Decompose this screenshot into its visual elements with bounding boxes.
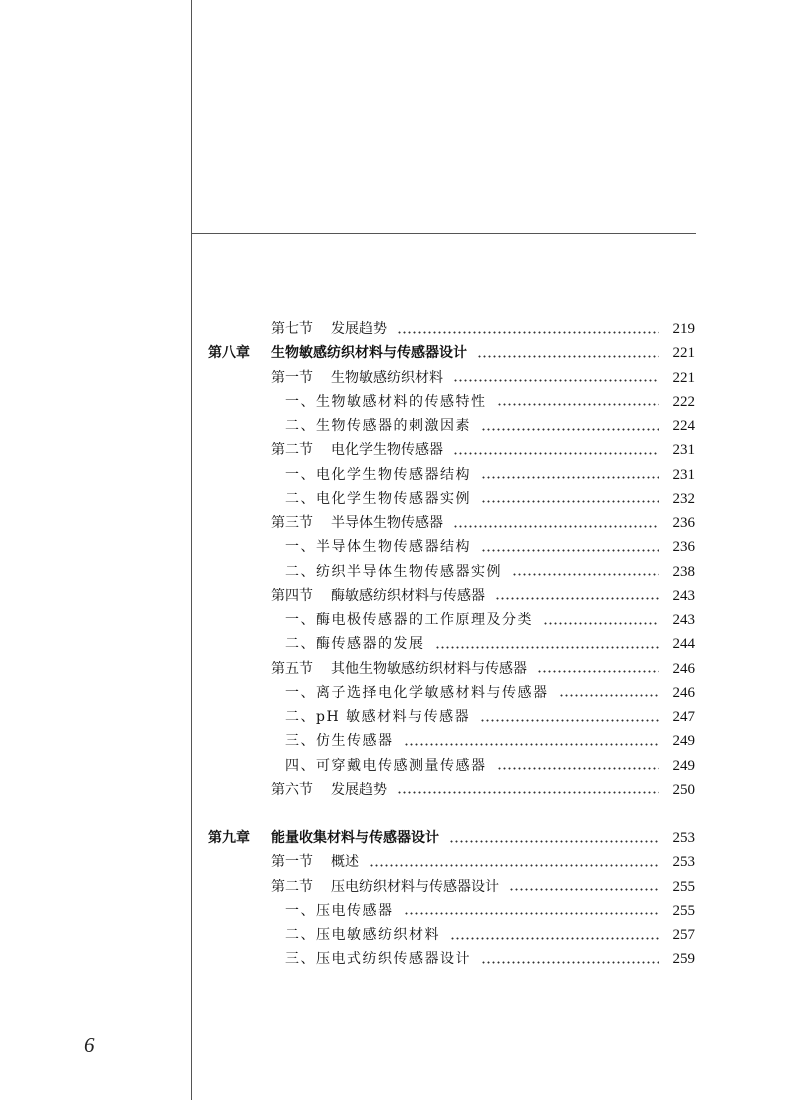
toc-entry-number: 第一节	[271, 854, 313, 871]
toc-entry-page: 222	[672, 393, 695, 410]
toc-entry-section[interactable]	[271, 779, 695, 801]
dot-leader	[404, 743, 660, 746]
toc-entry-title: 能量收集材料与传感器设计	[271, 830, 439, 846]
toc-entry-item[interactable]	[285, 924, 695, 946]
toc-entry-number: 第九章	[208, 830, 250, 846]
toc-entry-number: 第七节	[271, 321, 313, 337]
toc-entry-page: 257	[672, 927, 695, 943]
toc-entry-title: 压电纺织材料与传感器设计	[331, 878, 499, 895]
toc-entry-item[interactable]	[285, 415, 695, 437]
toc-entry-page: 244	[672, 636, 695, 653]
toc-entry-page: 259	[672, 951, 695, 968]
toc-entry-chapter[interactable]	[208, 827, 695, 849]
toc-entry-title: 电化学生物传感器	[331, 442, 443, 459]
toc-entry-item[interactable]	[285, 561, 695, 583]
toc-entry-section[interactable]	[271, 876, 695, 898]
toc-entry-page: 219	[672, 321, 695, 337]
dot-leader	[481, 476, 659, 479]
toc-entry-page: 255	[672, 878, 695, 895]
toc-entry-item[interactable]	[285, 536, 695, 558]
dot-leader	[477, 355, 659, 358]
toc-entry-section[interactable]	[271, 658, 695, 680]
toc-entry-page: 246	[672, 684, 695, 701]
toc-entry-title: 酶敏感纺织材料与传感器	[331, 587, 485, 604]
toc-entry-item[interactable]	[285, 755, 695, 777]
toc-entry-section[interactable]	[271, 439, 695, 461]
toc-entry-title: 概述	[331, 854, 359, 871]
dot-leader	[453, 379, 659, 382]
dot-leader	[453, 452, 659, 455]
toc-entry-title: 四、可穿戴电传感测量传感器	[285, 757, 487, 774]
toc-entry-section[interactable]	[271, 512, 695, 534]
dot-leader	[509, 888, 659, 891]
toc-entry-title: 一、电化学生物传感器结构	[285, 466, 471, 483]
toc-entry-title: 三、仿生传感器	[285, 733, 394, 750]
toc-entry-title: 二、酶传感器的发展	[285, 636, 425, 653]
dot-leader	[559, 694, 660, 697]
toc-entry-title: 一、生物敏感材料的传感特性	[285, 393, 487, 410]
toc-entry-item[interactable]	[285, 948, 695, 970]
toc-entry-page: 250	[672, 781, 695, 798]
dot-leader	[481, 428, 659, 431]
toc-entry-page: 231	[672, 466, 695, 483]
toc-entry-page: 231	[672, 442, 695, 459]
toc-entry-item[interactable]	[285, 682, 695, 704]
toc-entry-page: 255	[672, 902, 695, 919]
toc-entry-page: 236	[672, 515, 695, 531]
dot-leader	[435, 646, 660, 649]
dot-leader	[453, 525, 659, 528]
toc-entry-page: 243	[672, 612, 695, 628]
dot-leader	[450, 937, 659, 940]
toc-entry-item[interactable]	[285, 900, 695, 922]
dot-leader	[497, 767, 660, 770]
dot-leader	[480, 719, 659, 722]
dot-leader	[543, 622, 659, 625]
toc-entry-page: 224	[672, 418, 695, 434]
toc-entry-page: 232	[672, 490, 695, 507]
toc-entry-number: 第四节	[271, 587, 313, 604]
toc-entry-title: 生物敏感纺织材料与传感器设计	[271, 345, 467, 362]
dot-leader	[404, 912, 660, 915]
toc-entry-page: 221	[672, 345, 695, 362]
toc-entry-page: 221	[672, 369, 695, 386]
toc-entry-chapter[interactable]	[208, 342, 695, 364]
toc-entry-number: 第二节	[271, 878, 313, 895]
toc-entry-section[interactable]	[271, 585, 695, 607]
toc-entry-title: 生物敏感纺织材料	[331, 369, 443, 386]
toc-entry-title: 二、压电敏感纺织材料	[285, 927, 440, 943]
toc-entry-title: 二、电化学生物传感器实例	[285, 490, 471, 507]
toc-entry-title: 二、pH 敏感材料与传感器	[285, 709, 471, 725]
toc-entry-title: 半导体生物传感器	[331, 515, 443, 531]
toc-entry-title: 发展趋势	[331, 321, 387, 337]
toc-entry-page: 253	[672, 830, 695, 846]
dot-leader	[397, 331, 659, 334]
toc-entry-page: 243	[672, 587, 695, 604]
dot-leader	[481, 549, 659, 552]
toc-entry-number: 第八章	[208, 345, 250, 362]
toc-entry-page: 247	[672, 709, 695, 725]
toc-entry-item[interactable]	[285, 706, 695, 728]
toc-entry-page: 236	[672, 539, 695, 556]
toc-entry-page: 246	[672, 660, 695, 677]
dot-leader	[497, 403, 660, 406]
toc-entry-item[interactable]	[285, 391, 695, 413]
toc-entry-title: 一、离子选择电化学敏感材料与传感器	[285, 684, 549, 701]
toc-entry-section[interactable]	[271, 367, 695, 389]
toc-entry-page: 253	[672, 854, 695, 871]
toc-entry-item[interactable]	[285, 488, 695, 510]
dot-leader	[397, 791, 659, 794]
dot-leader	[495, 597, 659, 600]
toc-entry-item[interactable]	[285, 464, 695, 486]
toc-entry-item[interactable]	[285, 609, 695, 631]
dot-leader	[449, 840, 659, 843]
toc-entry-page: 249	[672, 757, 695, 774]
toc-entry-item[interactable]	[285, 633, 695, 655]
toc-entry-section[interactable]	[271, 318, 695, 340]
toc-entry-item[interactable]	[285, 730, 695, 752]
toc-entry-number: 第一节	[271, 369, 313, 386]
toc-entry-title: 三、压电式纺织传感器设计	[285, 951, 471, 968]
toc-entry-title: 二、生物传感器的刺激因素	[285, 418, 471, 434]
toc-entry-page: 238	[672, 563, 695, 580]
toc-entry-title: 一、半导体生物传感器结构	[285, 539, 471, 556]
toc-entry-number: 第三节	[271, 515, 313, 531]
toc-entry-number: 第五节	[271, 660, 313, 677]
toc-entry-title: 一、酶电极传感器的工作原理及分类	[285, 612, 533, 628]
dot-leader	[481, 500, 659, 503]
page-number: 6	[84, 1033, 95, 1057]
toc-entry-title: 二、纺织半导体生物传感器实例	[285, 563, 502, 580]
toc-entry-number: 第二节	[271, 442, 313, 459]
toc-entry-number: 第六节	[271, 781, 313, 798]
toc-entry-section[interactable]	[271, 851, 695, 873]
dot-leader	[537, 670, 659, 673]
dot-leader	[512, 573, 659, 576]
toc-entry-page: 249	[672, 733, 695, 750]
dot-leader	[369, 864, 659, 867]
toc-entry-title: 发展趋势	[331, 781, 387, 798]
toc-entry-title: 一、压电传感器	[285, 902, 394, 919]
toc-entry-title: 其他生物敏感纺织材料与传感器	[331, 660, 527, 677]
dot-leader	[481, 961, 659, 964]
